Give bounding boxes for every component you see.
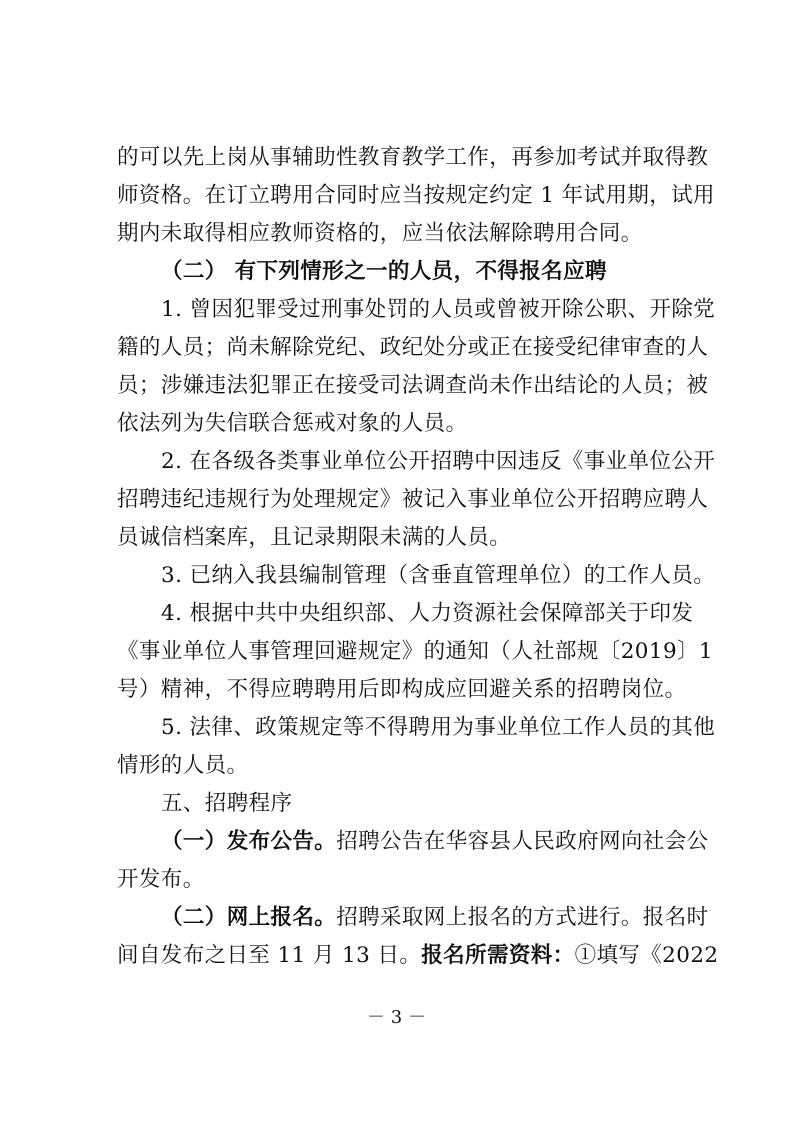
- list-item-line: 3. 已纳入我县编制管理（含垂直管理单位）的工作人员。: [161, 563, 716, 588]
- paragraph-line: 的可以先上岗从事辅助性教育教学工作，再参加考试并取得教: [117, 145, 709, 170]
- list-item-line: 员；涉嫌违法犯罪正在接受司法调查尚未作出结论的人员；被: [117, 373, 709, 398]
- list-item-line: 依法列为失信联合惩戒对象的人员。: [117, 411, 468, 436]
- sub-heading: （二） 有下列情形之一的人员，不得报名应聘: [161, 259, 607, 284]
- paragraph-line: 期内未取得相应教师资格的，应当依法解除聘用合同。: [117, 221, 643, 246]
- list-item-line: 情形的人员。: [117, 753, 249, 778]
- page-number: － 3 －: [367, 1007, 426, 1028]
- list-item-line: 号）精神，不得应聘聘用后即构成应回避关系的招聘岗位。: [117, 677, 687, 702]
- step-line: [161, 903, 709, 933]
- section-heading: 五、招聘程序: [161, 791, 293, 816]
- list-item-line: 4. 根据中共中央组织部、人力资源社会保障部关于印发: [161, 601, 694, 626]
- step-text: 间自发布之日至 11 月 13 日。: [117, 943, 422, 968]
- step-line: 开发布。: [117, 867, 205, 892]
- materials-label: 报名所需资料：: [421, 943, 575, 968]
- list-item-line: 5. 法律、政策规定等不得聘用为事业单位工作人员的其他: [161, 715, 716, 740]
- step-label: （二）网上报名。: [161, 905, 337, 930]
- list-item-line: 招聘违纪违规行为处理规定》被记入事业单位公开招聘应聘人: [117, 487, 709, 512]
- step-line: [161, 827, 709, 857]
- list-item-line: 员诚信档案库，且记录期限未满的人员。: [117, 525, 512, 550]
- list-item-line: 1. 曾因犯罪受过刑事处罚的人员或曾被开除公职、开除党: [161, 297, 716, 322]
- step-text: 招聘采取网上报名的方式进行。报名时: [336, 905, 709, 930]
- list-item-line: 籍的人员；尚未解除党纪、政纪处分或正在接受纪律审查的人: [117, 335, 709, 360]
- list-item-line: 《事业单位人事管理回避规定》的通知（人社部规〔2019〕1: [117, 639, 713, 664]
- list-item-line: 2. 在各级各类事业单位公开招聘中因违反《事业单位公开: [161, 449, 716, 474]
- step-label: （一）发布公告。: [161, 829, 337, 854]
- paragraph-line: 师资格。在订立聘用合同时应当按规定约定 1 年试用期，试用: [117, 183, 715, 208]
- step-text: ①填写《2022: [574, 943, 719, 968]
- step-text: 招聘公告在华容县人民政府网向社会公: [336, 829, 709, 854]
- step-line: [117, 941, 719, 971]
